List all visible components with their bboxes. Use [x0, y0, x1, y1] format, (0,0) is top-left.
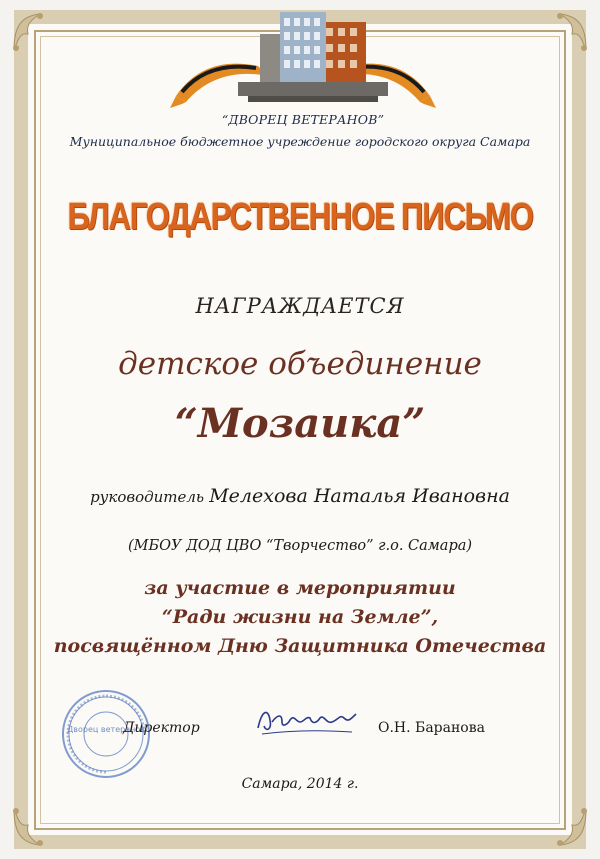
organization-name: Муниципальное бюджетное учреждение городского округа Самара	[69, 134, 531, 149]
leader-name: Мелехова Наталья Ивановна	[209, 485, 510, 507]
event-line-1: за участие в мероприятии	[144, 577, 456, 599]
corner-ornament-icon	[10, 8, 56, 54]
leader-line	[0, 485, 600, 507]
leader-label: руководитель	[90, 488, 205, 506]
recipient-type: детское объединение	[118, 346, 482, 382]
event-description	[0, 574, 600, 661]
corner-ornament-icon	[544, 805, 590, 851]
awarded-label: НАГРАЖДАЕТСЯ	[195, 294, 405, 318]
certificate-title: БЛАГОДАРСТВЕННОЕ ПИСЬМО	[67, 196, 533, 238]
building-icon	[168, 4, 438, 112]
corner-ornament-icon	[10, 805, 56, 851]
corner-ornament-icon	[544, 8, 590, 54]
place-and-year: Самара, 2014 г.	[241, 776, 359, 792]
palace-of-veterans-logo	[168, 4, 438, 128]
recipient-name: “Мозаика”	[174, 400, 426, 447]
event-line-2: “Ради жизни на Земле”,	[161, 606, 439, 628]
event-line-3: посвящённом Дню Защитника Отечества	[53, 635, 547, 657]
institution-name: (МБОУ ДОД ЦВО “Творчество” г.о. Самара)	[127, 538, 473, 554]
stamp-center-text: Дворец ветеранов	[67, 725, 145, 734]
director-name: О.Н. Баранова	[378, 720, 485, 736]
logo-caption: “ДВОРЕЦ ВЕТЕРАНОВ”	[221, 112, 385, 127]
handwritten-signature	[252, 700, 362, 738]
director-title: Директор	[123, 720, 200, 736]
